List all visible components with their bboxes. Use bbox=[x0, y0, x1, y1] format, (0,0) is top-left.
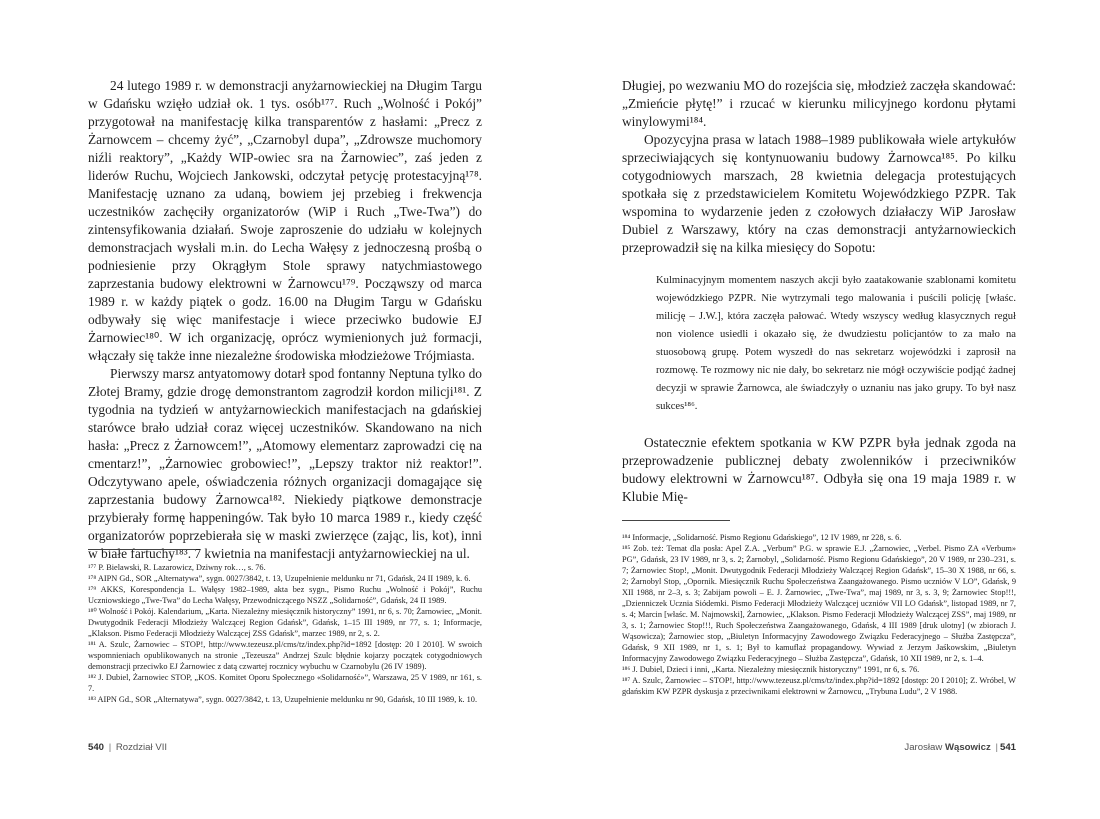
paragraph: Ostatecznie efektem spotkania w KW PZPR była jednak zgoda na przeprowadzenie publicznej debaty zwolenników i przeciwników budowy elektrowni w Żarnowcu¹⁸⁷. Odbyła się ona 19 maja 1989 r. w Klubie Mię- bbox=[622, 435, 1016, 504]
footer-separator: | bbox=[108, 742, 112, 753]
footnote: ¹⁷⁹ AKKS, Korespondencja L. Wałęsy 1982–1989, akta bez sygn., Pismo Ruchu „Wolność i Pokój”, Ruchu Uczniowskiego „Twe-Twa” do Lecha Wałęsy, Przewodniczącego NSZZ „Solidarność”, Gdańsk, 24 II 1989. bbox=[88, 585, 482, 605]
footnote: ¹⁸⁴ Informacje, „Solidarność. Pismo Regionu Gdańskiego”, 12 IV 1989, nr 228, s. 6. bbox=[622, 533, 902, 542]
footnote-divider bbox=[88, 549, 196, 550]
left-body-text bbox=[88, 77, 482, 563]
footnote: ¹⁸² J. Dubiel, Żarnowiec STOP, „KOS. Komitet Oporu Społecznego «Solidarność»”, Warszawa, 25 V 1989, nr 161, s. 7. bbox=[88, 673, 482, 693]
paragraph: Długiej, po wezwaniu MO do rozejścia się, młodzież zaczęła skandować: „Zmieńcie płytę!” i rzucać w kierunku milicyjnego kordonu płytami winylowymi¹⁸⁴. bbox=[622, 78, 1016, 129]
right-footnotes bbox=[622, 532, 1016, 697]
author-last-name: Wąsowicz bbox=[944, 742, 991, 753]
footer-separator: | bbox=[995, 742, 998, 753]
page-number: 540 bbox=[88, 742, 105, 753]
right-page-footer bbox=[904, 742, 1016, 753]
left-page-footer bbox=[88, 742, 167, 753]
author-first-name: Jarosław bbox=[904, 742, 943, 753]
footnote-divider bbox=[622, 520, 730, 521]
paragraph: Pierwszy marsz antyatomowy dotarł spod fontanny Neptuna tylko do Złotej Bramy, gdzie drogę demonstrantom zagrodził kordon milicji¹⁸¹. Z tygodnia na tydzień w antyżarnowieckich manifestacjach na gdańskiej starówce brało udział coraz więcej uczestników. Skandowano na nich hasła: „Precz z Żarnowcem!”, „Atomowy elementarz zaprowadzi cię na cmentarz!”, „Żarnowiec grobowiec!”, „Lepszy traktor niż reaktor!”. Odczytywano apele, oświadczenia różnych organizacji domagające się zaprzestania budowy Żarnowca¹⁸². Niekiedy piątkowe demonstracje przybierały formę happeningów. Tak było 10 marca 1989 r., kiedy część organizatorów poprzebierała się w maski zwierzęce (zając, lis, kot), inni w białe fartuchy¹⁸³. 7 kwietnia na manifestacji antyżarnowieckiej na ul. bbox=[88, 366, 482, 561]
paragraph: 24 lutego 1989 r. w demonstracji anyżarnowieckiej na Długim Targu w Gdańsku wzięło udział ok. 1 tys. osób¹⁷⁷. Ruch „Wolność i Pokój” przygotował na manifestację kilka transparentów z hasłami: „Precz z Żarnowcem – chcemy żyć”, „Czarnobyl dupa”, „Zdrowsze muchomory niźli reaktory”, „Każdy WIP-owiec sra na Żarnowiec”, zaś jeden z liderów Ruchu, Wojciech Jankowski, odczytał petycję protestacyjną¹⁷⁸. Manifestację uznano za udaną, bowiem jej przebieg i frekwencja uczestników zachęciły organizatorów (WiP i Ruch „Twe-Twa”) do zintensyfikowania działań. Swoje zaproszenie do udziału w kolejnych demonstracjach wysłali m.in. do Lecha Wałęsy z jednoczesną prośbą o podniesienie przy Okrągłym Stole sprawy natychmiastowego zaprzestania budowy elektrowni w Żarnowcu¹⁷⁹. Począwszy od marca 1989 r. w każdy piątek o godz. 16.00 na Długim Targu w Gdańsku odbywały się więc manifestacje i wiece przeciwko budowie EJ Żarnowiec¹⁸⁰. W ich organizację, oprócz wymienionych już formacji, włączały się także inne niezależne środowiska młodzieżowe Trójmiasta. bbox=[88, 78, 482, 363]
footnote: ¹⁸¹ A. Szulc, Żarnowiec – STOP!, http://www.tezeusz.pl/cms/tz/index.php?id=1892 [dostęp: 20 I 2010]. W swoich wspomnieniach opublikowanych na stronie „Tezeusza” Andrzej Szulc błędnie kojarzy początek cotygodniowych demonstracji przeciwko EJ Żarnowiec z datą czwartej rocznicy wybuchu w Czarnobylu (26 IV 1989). bbox=[88, 640, 482, 671]
paragraph: Opozycyjna prasa w latach 1988–1989 publikowała wiele artykułów sprzeciwiających się kontynuowaniu budowy Żarnowca¹⁸⁵. Po kilku cotygodniowych marszach, 28 kwietnia delegacja protestujących spotkała się z przedstawicielem Komitetu Wojewódzkiego PZPR. Tak wspomina to wydarzenie jeden z czołowych działaczy WiP Jarosław Dubiel z Warszawy, który na czas demonstracji antyżarnowieckich przeprowadził się na kilka miesięcy do Sopotu: bbox=[622, 132, 1016, 255]
quote-text: Kulminacyjnym momentem naszych akcji było zaatakowanie szablonami komitetu wojewódzkiego PZPR. Nie wytrzymali tego malowania i puścili policję [właśc. milicję – J.W.], która zaczęła pałować. Wtedy wszyscy według klasycznych reguł non violence usiedli i okazało się, że dwudziestu policjantów to za mało na stuosobową grupę. Potem wyszedł do nas sekretarz wojewódzki i zaprosił na rozmowę. Te rozmowy nic nie dały, bo sekretarz nie mógł oczywiście podjąć żadnej decyzji w sprawie Żarnowca, ale świadczyły o uznaniu nas jako grupy. To był nasz sukces¹⁸⁶. bbox=[656, 275, 1016, 412]
footnote: ¹⁸³ AIPN Gd., SOR „Alternatywa”, sygn. 0027/3842, t. 13, Uzupełnienie meldunku nr 90, Gdańsk, 10 III 1989, k. 10. bbox=[88, 695, 478, 704]
page-number: 541 bbox=[999, 742, 1016, 753]
left-footnotes bbox=[88, 562, 482, 705]
chapter-label: Rozdział VII bbox=[115, 742, 168, 753]
footnote: ¹⁸⁶ J. Dubiel, Dzieci i inni, „Karta. Niezależny miesięcznik historyczny” 1991, nr 6, s. 76. bbox=[622, 665, 920, 674]
footnote: ¹⁸⁷ A. Szulc, Żarnowiec – STOP!, http://www.tezeusz.pl/cms/tz/index.php?id=1892 [dostęp: 20 I 2010]; Z. Wróbel, W gdańskim KW PZPR dyskusja z przeciwnikami elektrowni w Żarnowcu, „Trybuna Ludu”, 2 V 1988. bbox=[622, 676, 1016, 696]
footnote: ¹⁸⁵ Zob. też: Temat dla posła: Apel Z.A. „Verbum” P.G. w sprawie E.J. „Żarnowiec, „Verbel. Pismo ZA «Verbum» PG”, Gdańsk, 23 IV 1989, nr 3, s. 2; Żarnobyl, „Solidarność. Pismo Regionu Gdańskiego”, 20 V 1989, nr 230–231, s. 7; Żarnowiec Stop!, „Monit. Dwutygodnik Federacji Młodzieży Walczącej Region Gdańsk”, 15–30 X 1988, nr 66, s. 2; Żarnobyl Stop, „Opornik. Miesięcznik Ruchu Społeczeństwa Zaangażowanego. Pismo uczniów V LO”, Gdańsk, 9 XII 1988, nr 2–3, s. 3; Zabijam powoli – E. J. Żarnowiec, „Twe-Twa”, maj 1989, nr 3, s. 3, 9; Żarnowiec Stop!!!, „Dzienniczek Ucznia Siódemki. Pismo Federacji Młodzieży Walczącej uczniów VII LO Gdańsk”, listopad 1989, nr 7, s. 4; Marcin [właśc. M. Najmowski], Żarnowiec, „Klakson. Pismo Federacji Młodzieży Walczącej ZSS”, maj 1989, nr 3, s. 1; Żarnowiec Stop!!!, Ruch Społeczeństwa Zaangażowanego, Gdańsk, 4 III 1989 [druk ulotny] (w zbiorach J. Wąsowicza); Żarnowiec stop, „Biuletyn Informacyjny Zawodowego Związku Federacyjnego – Służba Zastępcza”, Gdańsk, 9 XII 1989, nr 1, s. 1; Był to kamuflaż propagandowy. Wywiad z Jerzym Jaśkowskim, „Biuletyn Informacyjny Zawodowego Związku Federacyjnego – Służba Zastępcza”, Gdańsk, 10 XII 1989, nr 2, s. 1–4. bbox=[622, 544, 1016, 663]
right-page bbox=[550, 0, 1100, 819]
right-body-text-top bbox=[622, 77, 1016, 257]
right-body-text-bottom bbox=[622, 434, 1016, 506]
block-quote bbox=[656, 272, 1016, 416]
footnote: ¹⁷⁸ AIPN Gd., SOR „Alternatywa”, sygn. 0027/3842, t. 13, Uzupełnienie meldunku nr 71, Gdańsk, 24 II 1989, k. 6. bbox=[88, 574, 471, 583]
footnote: ¹⁷⁷ P. Bielawski, R. Lazarowicz, Dziwny rok…, s. 76. bbox=[88, 563, 266, 572]
footnote: ¹⁸⁰ Wolność i Pokój. Kalendarium, „Karta. Niezależny miesięcznik historyczny” 1991, nr 6, s. 70; Żarnowiec, „Monit. Dwutygodnik Federacji Młodzieży Walczącej Region Gdańsk”, Gdańsk, 1–15 III 1989, nr 77, s. 1; Informacje, „Klakson. Pismo Federacji Młodzieży Walczącej ZSS Gdańsk”, marzec 1989, nr 2, s. 2. bbox=[88, 607, 482, 638]
